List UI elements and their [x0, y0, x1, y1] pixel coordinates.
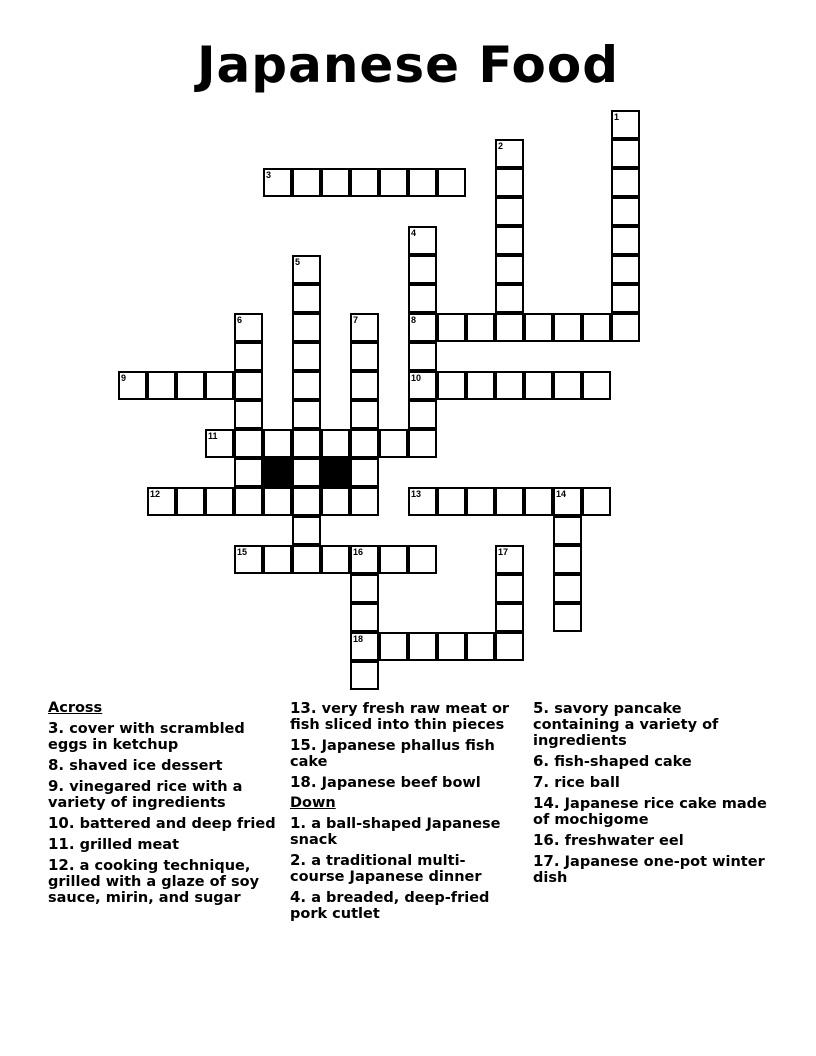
grid-cell[interactable]: [321, 429, 350, 458]
grid-cell[interactable]: [379, 429, 408, 458]
grid-cell[interactable]: [321, 168, 350, 197]
clue-across-11: 11. grilled meat: [48, 835, 180, 853]
grid-cell[interactable]: [350, 632, 379, 661]
grid-cell[interactable]: [495, 574, 524, 603]
down-heading: Down: [290, 795, 336, 811]
grid-cell[interactable]: [350, 603, 379, 632]
grid-cell[interactable]: [408, 632, 437, 661]
grid-cell[interactable]: [437, 168, 466, 197]
clue-across-13: 13. very fresh raw meat or fish sliced into thin pieces: [290, 699, 510, 733]
grid-cell[interactable]: [553, 516, 582, 545]
clue-number: 7: [353, 315, 359, 325]
grid-cell[interactable]: [611, 284, 640, 313]
clue-number: 3: [266, 170, 272, 180]
grid-cell[interactable]: [495, 545, 524, 574]
grid-cell[interactable]: [611, 110, 640, 139]
grid-cell[interactable]: [350, 429, 379, 458]
grid-cell[interactable]: [408, 487, 437, 516]
grid-cell[interactable]: [524, 487, 553, 516]
clue-across-18: 18. Japanese beef bowl: [290, 773, 481, 791]
grid-cell[interactable]: [379, 168, 408, 197]
grid-cell[interactable]: [350, 574, 379, 603]
grid-cell[interactable]: [437, 313, 466, 342]
clue-down-2: 2. a traditional multi-course Japanese dinner: [290, 851, 482, 885]
grid-cell[interactable]: [495, 371, 524, 400]
grid-cell[interactable]: [408, 545, 437, 574]
grid-cell[interactable]: [611, 139, 640, 168]
grid-cell[interactable]: [350, 458, 379, 487]
grid-cell[interactable]: [495, 168, 524, 197]
grid-cell[interactable]: [350, 545, 379, 574]
grid-cell[interactable]: [379, 545, 408, 574]
grid-cell[interactable]: [466, 313, 495, 342]
clue-number: 18: [353, 634, 364, 644]
grid-cell[interactable]: [263, 545, 292, 574]
grid-cell[interactable]: [292, 400, 321, 429]
grid-cell[interactable]: [495, 487, 524, 516]
grid-cell[interactable]: [350, 661, 379, 690]
grid-cell[interactable]: [147, 487, 176, 516]
grid-cell[interactable]: [495, 603, 524, 632]
grid-cell[interactable]: [553, 487, 582, 516]
grid-cell[interactable]: [234, 400, 263, 429]
clues-column-3: [533, 700, 773, 890]
grid-cell[interactable]: [321, 487, 350, 516]
black-square: [263, 458, 292, 487]
grid-cell[interactable]: [437, 487, 466, 516]
clue-across-3: 3. cover with scrambled eggs in ketchup: [48, 719, 245, 753]
grid-cell[interactable]: [408, 168, 437, 197]
black-square: [321, 458, 350, 487]
clue-across-9: 9. vinegared rice with a variety of ingredients: [48, 777, 243, 811]
grid-cell[interactable]: [205, 487, 234, 516]
grid-cell[interactable]: [466, 371, 495, 400]
clue-down-7: 7. rice ball: [533, 773, 620, 791]
grid-cell[interactable]: [408, 255, 437, 284]
grid-cell[interactable]: [408, 342, 437, 371]
grid-cell[interactable]: [408, 371, 437, 400]
grid-cell[interactable]: [495, 632, 524, 661]
clue-number: 4: [411, 228, 417, 238]
clue-across-10: 10. battered and deep fried: [48, 814, 276, 832]
grid-cell[interactable]: [234, 458, 263, 487]
grid-cell[interactable]: [234, 545, 263, 574]
grid-cell[interactable]: [234, 371, 263, 400]
grid-cell[interactable]: [466, 632, 495, 661]
grid-cell[interactable]: [495, 255, 524, 284]
grid-cell[interactable]: [495, 139, 524, 168]
grid-cell[interactable]: [611, 226, 640, 255]
grid-cell[interactable]: [292, 342, 321, 371]
grid-cell[interactable]: [553, 545, 582, 574]
grid-cell[interactable]: [553, 603, 582, 632]
clue-number: 9: [121, 373, 127, 383]
grid-cell[interactable]: [263, 429, 292, 458]
grid-cell[interactable]: [553, 371, 582, 400]
grid-cell[interactable]: [263, 168, 292, 197]
clue-across-8: 8. shaved ice dessert: [48, 756, 223, 774]
clue-number: 11: [208, 431, 218, 441]
clue-number: 1: [614, 112, 620, 122]
grid-cell[interactable]: [263, 487, 292, 516]
grid-cell[interactable]: [350, 168, 379, 197]
clue-number: 2: [498, 141, 504, 151]
grid-cell[interactable]: [350, 487, 379, 516]
grid-cell[interactable]: [495, 226, 524, 255]
clue-number: 13: [411, 489, 422, 499]
grid-cell[interactable]: [321, 545, 350, 574]
clue-across-15: 15. Japanese phallus fish cake: [290, 736, 495, 770]
grid-cell[interactable]: [147, 371, 176, 400]
grid-cell[interactable]: [611, 255, 640, 284]
grid-cell[interactable]: [205, 429, 234, 458]
grid-cell[interactable]: [408, 284, 437, 313]
clue-number: 10: [411, 373, 422, 383]
grid-cell[interactable]: [408, 226, 437, 255]
grid-cell[interactable]: [524, 371, 553, 400]
clue-number: 8: [411, 315, 417, 325]
grid-cell[interactable]: [292, 429, 321, 458]
clue-number: 12: [150, 489, 161, 499]
grid-cell[interactable]: [553, 313, 582, 342]
grid-cell[interactable]: [408, 313, 437, 342]
grid-cell[interactable]: [176, 487, 205, 516]
grid-cell[interactable]: [350, 371, 379, 400]
grid-cell[interactable]: [205, 371, 234, 400]
clue-across-12: 12. a cooking technique, grilled with a glaze of soy sauce, mirin, and sugar: [48, 856, 260, 906]
grid-cell[interactable]: [350, 342, 379, 371]
puzzle-title: Japanese Food: [196, 36, 620, 94]
grid-cell[interactable]: [553, 574, 582, 603]
grid-cell[interactable]: [292, 168, 321, 197]
grid-cell[interactable]: [582, 487, 611, 516]
grid-cell[interactable]: [234, 487, 263, 516]
clue-number: 14: [556, 489, 567, 499]
grid-cell[interactable]: [118, 371, 147, 400]
grid-cell[interactable]: [582, 313, 611, 342]
clue-number: 17: [498, 547, 509, 557]
grid-cell[interactable]: [292, 284, 321, 313]
grid-cell[interactable]: [292, 516, 321, 545]
grid-cell[interactable]: [292, 458, 321, 487]
grid-cell[interactable]: [234, 342, 263, 371]
grid-cell[interactable]: [611, 197, 640, 226]
grid-cell[interactable]: [292, 313, 321, 342]
clue-down-17: 17. Japanese one-pot winter dish: [533, 852, 765, 886]
grid-cell[interactable]: [582, 371, 611, 400]
grid-cell[interactable]: [176, 371, 205, 400]
clues-column-1: [48, 700, 278, 910]
grid-cell[interactable]: [408, 400, 437, 429]
grid-cell[interactable]: [524, 313, 553, 342]
grid-cell[interactable]: [611, 313, 640, 342]
clue-down-1: 1. a ball-shaped Japanese snack: [290, 814, 501, 848]
grid-cell[interactable]: [495, 313, 524, 342]
grid-cell[interactable]: [408, 429, 437, 458]
grid-cell[interactable]: [379, 632, 408, 661]
grid-cell[interactable]: [234, 313, 263, 342]
grid-cell[interactable]: [350, 313, 379, 342]
grid-cell[interactable]: [292, 371, 321, 400]
clue-number: 16: [353, 547, 364, 557]
grid-cell[interactable]: [437, 371, 466, 400]
grid-cell[interactable]: [611, 168, 640, 197]
grid-cell[interactable]: [292, 545, 321, 574]
clue-number: 5: [295, 257, 301, 267]
clues-column-2: [290, 700, 515, 926]
grid-cell[interactable]: [234, 429, 263, 458]
clue-down-16: 16. freshwater eel: [533, 831, 684, 849]
clue-number: 15: [237, 547, 248, 557]
grid-cell[interactable]: [292, 487, 321, 516]
clue-down-6: 6. fish-shaped cake: [533, 752, 692, 770]
grid-cell[interactable]: [495, 197, 524, 226]
clue-down-14: 14. Japanese rice cake made of mochigome: [533, 794, 767, 828]
clue-down-4: 4. a breaded, deep-fried pork cutlet: [290, 888, 490, 922]
across-heading: Across: [48, 700, 103, 716]
grid-cell[interactable]: [495, 284, 524, 313]
clue-number: 6: [237, 315, 243, 325]
grid-cell[interactable]: [292, 255, 321, 284]
grid-cell[interactable]: [350, 400, 379, 429]
clue-down-5: 5. savory pancake containing a variety of ingredients: [533, 699, 719, 749]
grid-cell[interactable]: [466, 487, 495, 516]
grid-cell[interactable]: [437, 632, 466, 661]
